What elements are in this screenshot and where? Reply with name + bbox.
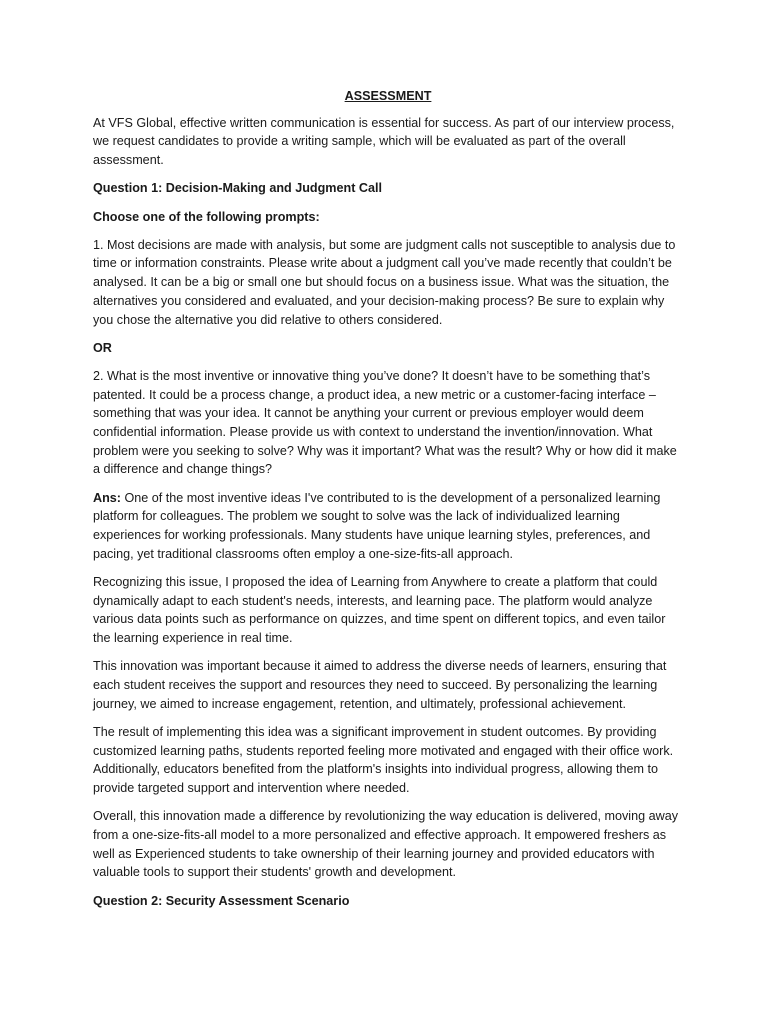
question-1-heading: Question 1: Decision-Making and Judgment Call (93, 181, 382, 196)
answer-paragraph: Recognizing this issue, I proposed the idea of Learning from Anywhere to create a platform that could dynamically adapt to each student's needs, interests, and learning pace. The platform would analyze various data points such as performance on quizzes, and time spent on different topics, and even tailor the learning experience in real time. (93, 574, 666, 646)
prompt-instruction: Choose one of the following prompts: (93, 209, 320, 224)
question-2-heading: Question 2: Security Assessment Scenario (93, 893, 350, 908)
answer-paragraph: Overall, this innovation made a difference by revolutionizing the way education is delivered, moving away from a one-size-fits-all model to a more personalized and effective approach. It empowered freshers as well as Experienced students to take ownership of their learning journey and provided educators with valuable tools to support their students' growth and development. (93, 809, 679, 880)
intro-paragraph: At VFS Global, effective written communication is essential for success. As part of our interview process, we request candidates to provide a writing sample, which will be evaluated as part of the overall assessment. (93, 115, 675, 168)
answer-paragraph: The result of implementing this idea was a significant improvement in student outcomes. By providing customized learning paths, students reported feeling more motivated and engaged with their office work. Additionally, educators benefited from the platform's insights into individual progress, allowing them to provide targeted support and intervention where needed. (93, 724, 674, 795)
answer-first-text: One of the most inventive ideas I've contributed to is the development of a personalized learning platform for colleagues. The problem we sought to solve was the lack of individualized learning experiences for working professionals. Many students have unique learning styles, preferences, and pacing, yet traditional classrooms often employ a one-size-fits-all approach. (93, 490, 661, 561)
answer-paragraph (93, 489, 683, 564)
or-separator: OR (93, 340, 112, 355)
document-title: ASSESSMENT (344, 89, 432, 103)
prompt-1-paragraph: 1. Most decisions are made with analysis, but some are judgment calls not susceptible to analysis due to time or information constraints. Please write about a judgment call you’ve made recently that couldn’t be analysed. It can be a big or small one but should focus on a business issue. What was the situation, the alternatives you considered and evaluated, and your decision-making process? Be sure to explain why you chose the alternative you did relative to others considered. (93, 237, 676, 327)
answer-paragraph: This innovation was important because it aimed to address the diverse needs of learners, ensuring that each student receives the support and resources they need to succeed. By personalizing the learning journey, we aimed to increase engagement, retention, and ultimately, professional achievement. (93, 659, 667, 711)
prompt-2-paragraph: 2. What is the most inventive or innovative thing you’ve done? It doesn’t have to be something that’s patented. It could be a process change, a product idea, a new metric or a customer-facing interface – something that was your idea. It cannot be anything your current or previous employer would deem confidential information. Please provide us with context to understand the invention/innovation. What problem were you seeking to solve? Why was it important? What was the result? Why or how did it make a difference and change things? (93, 368, 677, 477)
document-page (93, 87, 683, 920)
answer-label: Ans: (93, 490, 121, 505)
